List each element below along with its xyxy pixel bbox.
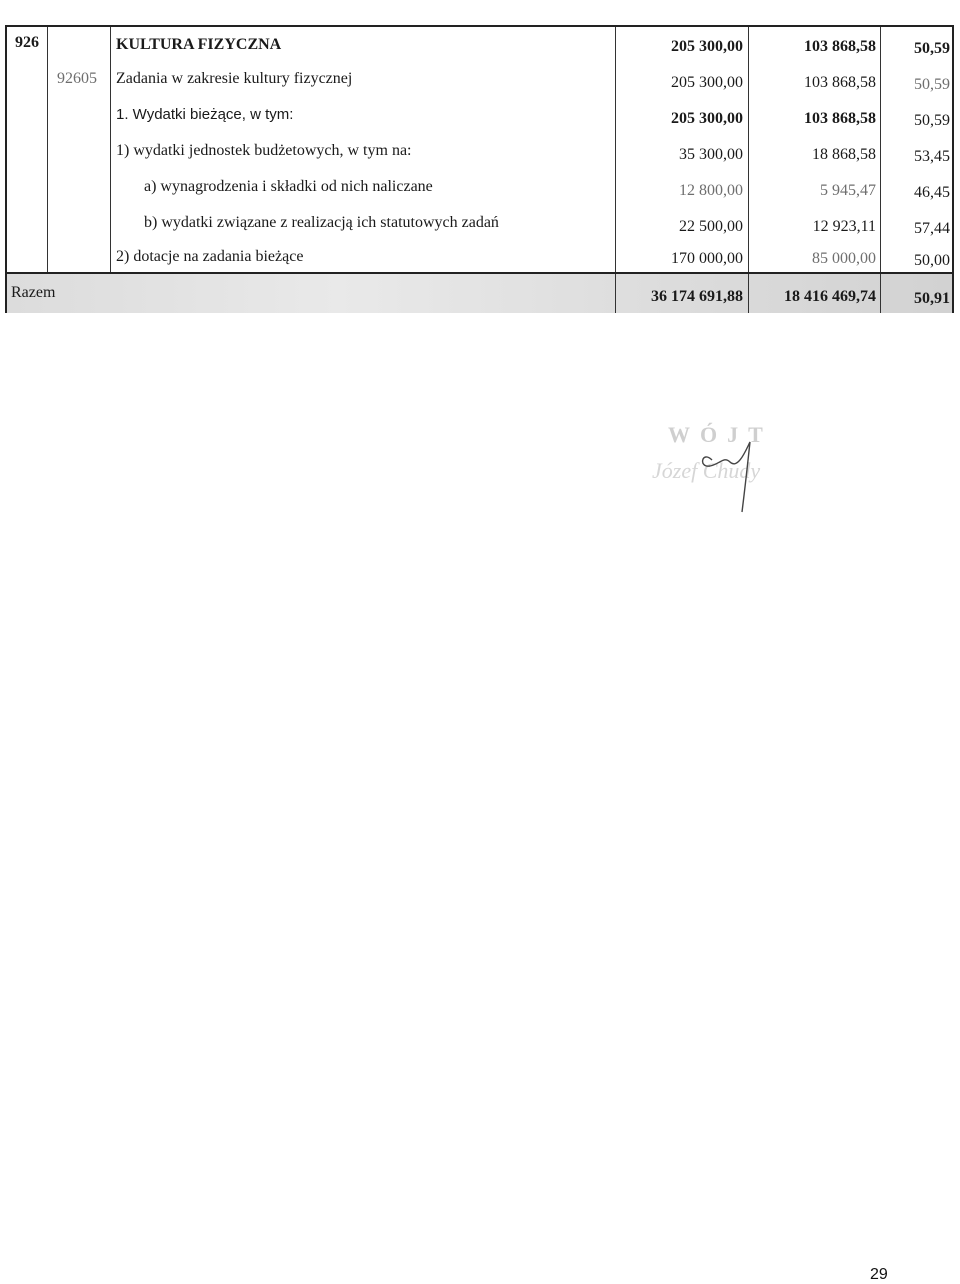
grid-line xyxy=(47,27,48,272)
expense-category-title: 1. Wydatki bieżące, w tym: xyxy=(116,106,294,123)
percent-value: 53,45 xyxy=(914,148,950,165)
execution-value: 5 945,47 xyxy=(820,182,876,199)
percent-value: 50,00 xyxy=(914,252,950,269)
plan-value: 12 800,00 xyxy=(679,182,743,199)
signature-mark xyxy=(650,420,820,520)
section-title: KULTURA FIZYCZNA xyxy=(116,36,282,53)
percent-value: 57,44 xyxy=(914,220,950,237)
execution-value: 103 868,58 xyxy=(804,110,876,127)
percent-value: 50,59 xyxy=(914,112,950,129)
total-label: Razem xyxy=(11,284,56,301)
stamp-name: Józef Chudy xyxy=(652,458,761,483)
line-item-label: b) wydatki związane z realizacją ich statutowych zadań xyxy=(144,214,499,231)
execution-value: 12 923,11 xyxy=(812,218,876,235)
plan-value: 170 000,00 xyxy=(671,250,743,267)
line-item-label: 2) dotacje na zadania bieżące xyxy=(116,248,304,265)
percent-value: 50,59 xyxy=(914,40,950,57)
stamp-title: WÓJT xyxy=(668,422,773,447)
grid-line xyxy=(615,27,616,313)
line-item-label: a) wynagrodzenia i składki od nich naliczane xyxy=(144,178,433,195)
total-percent-value: 50,91 xyxy=(914,290,950,307)
section-code: 926 xyxy=(15,34,39,51)
grid-line xyxy=(110,27,111,272)
plan-value: 205 300,00 xyxy=(671,38,743,55)
percent-value: 50,59 xyxy=(914,76,950,93)
official-stamp xyxy=(650,420,820,520)
subsection-title: Zadania w zakresie kultury fizycznej xyxy=(116,70,353,87)
grid-line xyxy=(880,27,881,313)
page-number: 29 xyxy=(870,1266,888,1283)
grid-line xyxy=(748,27,749,313)
plan-value: 205 300,00 xyxy=(671,74,743,91)
plan-value: 22 500,00 xyxy=(679,218,743,235)
total-plan-value: 36 174 691,88 xyxy=(651,288,743,305)
percent-value: 46,45 xyxy=(914,184,950,201)
line-item-label: 1) wydatki jednostek budżetowych, w tym na: xyxy=(116,142,412,159)
total-execution-value: 18 416 469,74 xyxy=(784,288,876,305)
execution-value: 103 868,58 xyxy=(804,74,876,91)
plan-value: 205 300,00 xyxy=(671,110,743,127)
budget-table xyxy=(5,25,954,313)
grid-line xyxy=(7,272,952,274)
execution-value: 18 868,58 xyxy=(812,146,876,163)
subsection-code: 92605 xyxy=(57,70,97,87)
execution-value: 103 868,58 xyxy=(804,38,876,55)
execution-value: 85 000,00 xyxy=(812,250,876,267)
plan-value: 35 300,00 xyxy=(679,146,743,163)
